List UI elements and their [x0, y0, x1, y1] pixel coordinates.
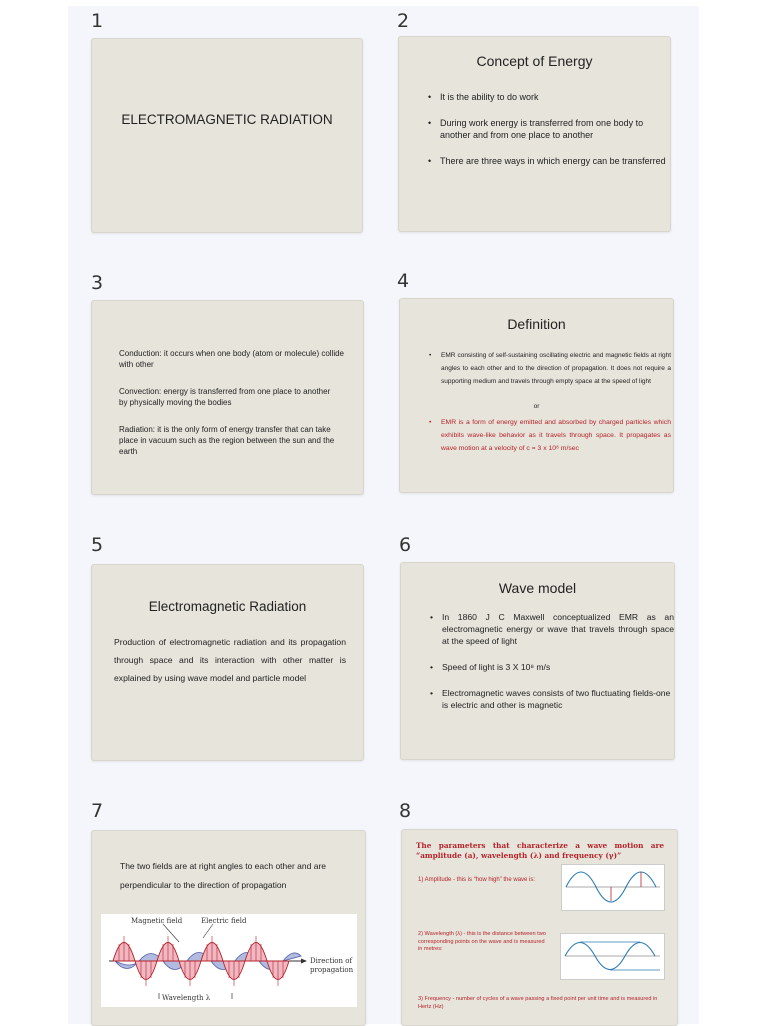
slide-2-bullet: • During work energy is transferred from one body to another and from one place to another — [440, 117, 670, 141]
direction-label-1: Direction of — [310, 957, 353, 965]
slide-4-bullets-2 — [427, 416, 671, 455]
slide-number-2: 2 — [397, 10, 410, 32]
slide-8-header: The parameters that characterize a wave motion are “amplitude (a), wavelength (λ) and frequency (γ)” — [416, 841, 664, 860]
slide-5-body: Production of electromagnetic radiation and its propagation through space and its interaction with other matter is explained by using wave model and particle model — [114, 637, 346, 683]
slide-1[interactable] — [91, 38, 363, 233]
slide-7-body: The two fields are at right angles to each other and are perpendicular to the direction of propagation — [120, 861, 327, 890]
slide-3-radiation: Radiation: it is the only form of energy transfer that can take place in vacuum such as the region between the sun and the earth — [119, 425, 335, 456]
wavelength-label: Wavelength λ — [162, 994, 211, 1002]
slide-4-title: Definition — [507, 316, 566, 332]
slide-7[interactable] — [91, 830, 366, 1026]
slide-8-wavelength: 2) Wavelength (λ) - this is the distance between two corresponding points on the wave and is measured in metres: — [418, 931, 546, 952]
slide-5-title: Electromagnetic Radiation — [148, 599, 307, 614]
amplitude-wave-figure — [561, 864, 665, 911]
slide-2-bullet: • It is the ability to do work — [440, 91, 670, 103]
slide-6-bullet: • In 1860 J C Maxwell conceptualized EMR as an electromagnetic energy or wave that travels through space at the speed of light — [442, 611, 674, 647]
slide-number-5: 5 — [91, 534, 104, 556]
slide-6[interactable] — [400, 562, 675, 760]
slide-4-bullets — [427, 349, 671, 388]
slide-4-bullet-red: • EMR is a form of energy emitted and absorbed by charged particles which exhibits wave-like behavior as it travels through space. It propagates as wave motion at a velocity of c = 3 x 10⁸ m/sec — [441, 416, 671, 455]
slide-6-bullet: • Speed of light is 3 X 10⁸ m/s — [442, 661, 674, 673]
slide-4-bullet: • EMR consisting of self-sustaining oscillating electric and magnetic fields at right angles to each other and to the direction of propagation. It does not require a supporting medium and travels through empty space at the speed of light — [441, 349, 671, 388]
slide-number-4: 4 — [397, 270, 410, 292]
slide-number-3: 3 — [91, 272, 104, 294]
wavelength-wave-figure — [560, 933, 665, 980]
slide-number-6: 6 — [399, 534, 412, 556]
slide-4[interactable] — [399, 298, 674, 493]
magnetic-field-label: Magnetic field — [131, 917, 183, 925]
slide-2-bullet: • There are three ways in which energy can be transferred — [440, 155, 670, 167]
em-wave-diagram — [101, 914, 357, 1007]
slide-2[interactable] — [398, 36, 671, 232]
slide-6-title: Wave model — [498, 580, 577, 596]
slide-8[interactable] — [401, 829, 678, 1026]
slide-2-title: Concept of Energy — [476, 53, 593, 69]
slide-1-title: ELECTROMAGNETIC RADIATION — [121, 112, 333, 127]
slide-2-bullets — [426, 91, 670, 167]
slide-number-1: 1 — [91, 10, 104, 32]
direction-label-2: propagation — [310, 966, 354, 974]
slide-8-frequency: 3) Frequency - number of cycles of a wave passing a fixed point per unit time and is measured in Hertz (Hz) — [418, 996, 658, 1010]
slide-number-7: 7 — [91, 800, 104, 822]
slide-3-conduction: Conduction: it occurs when one body (atom or molecule) collide with other — [119, 349, 345, 369]
slide-3[interactable] — [91, 300, 364, 495]
slide-8-amplitude: 1) Amplitude - this is “how high” the wave is: — [418, 877, 536, 883]
slide-6-bullets — [428, 611, 674, 711]
em-wave-figure — [101, 914, 357, 1007]
slide-6-bullet: • Electromagnetic waves consists of two fluctuating fields-one is electric and other is magnetic — [442, 687, 674, 711]
slide-5[interactable] — [91, 564, 364, 761]
slide-number-8: 8 — [399, 800, 412, 822]
slide-3-convection: Convection: energy is transferred from one place to another by physically moving the bodies — [119, 387, 331, 407]
electric-field-label: Electric field — [201, 917, 247, 925]
slide-4-or: or — [533, 403, 540, 410]
